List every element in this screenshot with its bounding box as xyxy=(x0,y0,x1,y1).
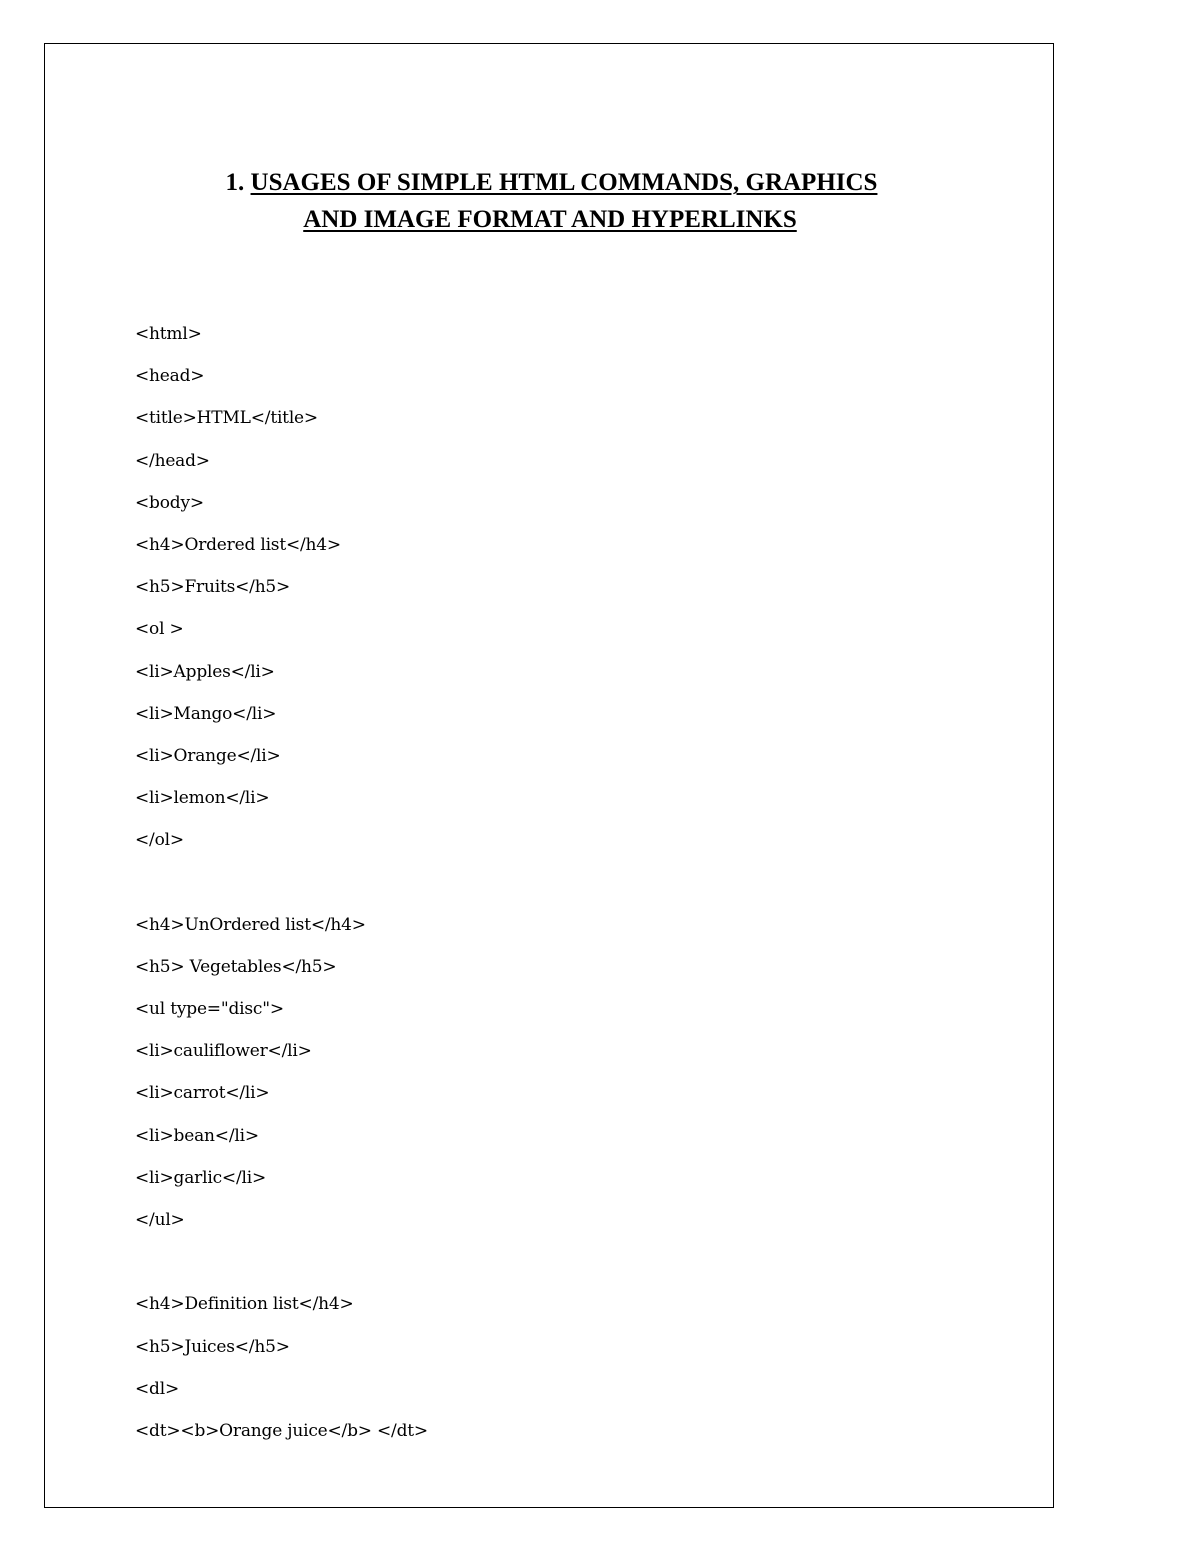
code-line: </ul> xyxy=(135,1209,185,1230)
title-line-2 xyxy=(45,201,1055,238)
code-line: <h5>Juices</h5> xyxy=(135,1336,290,1357)
code-line: <h5> Vegetables</h5> xyxy=(135,956,337,977)
code-line: <li>bean</li> xyxy=(135,1125,259,1146)
title-text-line-1: USAGES OF SIMPLE HTML COMMANDS, GRAPHICS xyxy=(250,169,878,196)
title-text-line-2: AND IMAGE FORMAT AND HYPERLINKS xyxy=(303,206,797,233)
code-listing xyxy=(135,321,1015,1460)
code-line: <ul type="disc"> xyxy=(135,999,284,1019)
code-line: <ol > xyxy=(135,619,184,640)
code-line: <h4>UnOrdered list</h4> xyxy=(135,914,366,935)
code-line: </head> xyxy=(135,450,210,471)
code-line: <h4>Ordered list</h4> xyxy=(135,534,341,555)
title-line-1 xyxy=(45,164,1055,201)
code-line: <title>HTML</title> xyxy=(135,408,318,429)
code-line: <li>garlic</li> xyxy=(135,1167,266,1188)
title-number: 1. xyxy=(225,169,245,196)
code-line: <h4>Definition list</h4> xyxy=(135,1294,354,1315)
code-line: <li>cauliflower</li> xyxy=(135,1041,312,1062)
code-line: <head> xyxy=(135,366,205,387)
code-line: </ol> xyxy=(135,830,184,851)
code-line: <h5>Fruits</h5> xyxy=(135,577,291,598)
code-line: <li>Mango</li> xyxy=(135,703,277,724)
page-title xyxy=(45,164,1055,238)
blank-line xyxy=(135,869,1015,911)
code-line: <dt><b>Orange juice</b> </dt> xyxy=(135,1420,428,1441)
blank-line xyxy=(135,1249,1015,1291)
code-line: <li>Orange</li> xyxy=(135,745,281,766)
code-line: <li>carrot</li> xyxy=(135,1083,270,1104)
code-line: <body> xyxy=(135,492,204,513)
code-line: <dl> xyxy=(135,1378,180,1399)
document-page xyxy=(44,43,1054,1508)
code-line: <li>Apples</li> xyxy=(135,661,275,682)
code-line: <html> xyxy=(135,324,202,344)
code-line: <li>lemon</li> xyxy=(135,788,270,809)
